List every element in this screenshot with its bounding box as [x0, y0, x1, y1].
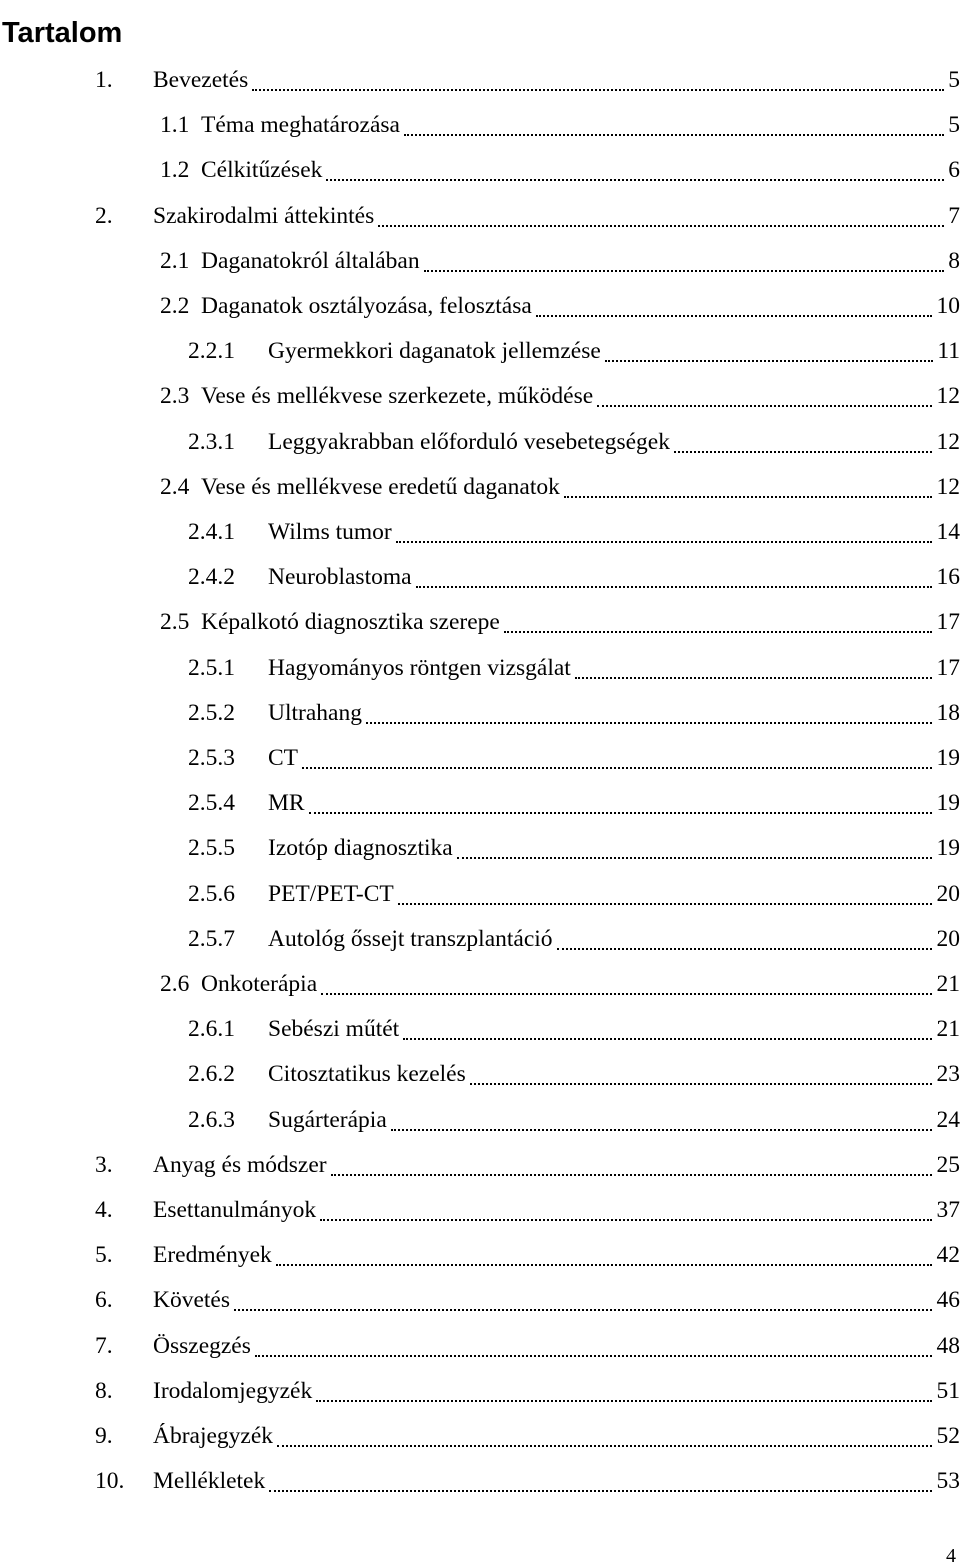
toc-entry-page: 21: [936, 1016, 960, 1043]
toc-entry-title: Neuroblastoma: [268, 564, 412, 591]
toc-entry-page: 20: [936, 925, 960, 952]
toc-entry[interactable]: [0, 646, 960, 691]
toc-entry-number: 10.: [95, 1468, 125, 1495]
toc-entry-page: 19: [936, 835, 960, 862]
toc-entry-number: 8.: [95, 1377, 113, 1404]
dot-leader: [331, 1174, 932, 1176]
toc-entry[interactable]: [0, 1143, 960, 1188]
toc-entry-number: 9.: [95, 1423, 113, 1449]
toc-entry[interactable]: [0, 1369, 960, 1414]
toc-entry-title: Mellékletek: [153, 1468, 266, 1495]
toc-entry[interactable]: [0, 872, 960, 917]
toc-entry-title: Ábrajegyzék: [153, 1423, 274, 1449]
toc-entry-page: 24: [936, 1106, 960, 1133]
toc-entry[interactable]: [0, 1052, 960, 1097]
toc-entry-page: 25: [936, 1151, 960, 1178]
toc-entry-title: Sebészi műtét: [268, 1016, 400, 1043]
toc-entry[interactable]: [0, 917, 960, 962]
toc-entry-page: 52: [936, 1423, 960, 1449]
toc-entry[interactable]: [0, 329, 960, 374]
toc-entry-title: Követés: [153, 1287, 231, 1314]
toc-entry-number: 2.4: [160, 473, 190, 500]
dot-leader: [605, 360, 933, 362]
toc-entry-page: 5: [948, 112, 960, 139]
toc-entry-number: 2.6: [160, 971, 190, 997]
dot-leader: [316, 1400, 932, 1402]
toc-entry-title: Onkoterápia: [201, 971, 318, 997]
toc-entry[interactable]: [0, 148, 960, 193]
dot-leader: [504, 631, 932, 633]
toc-entry-page: 6: [948, 157, 960, 184]
toc-entry-page: 23: [936, 1061, 960, 1088]
toc-entry-title: Leggyakrabban előforduló vesebetegségek: [268, 428, 670, 455]
toc-entry-title: Izotóp diagnosztika: [268, 835, 453, 862]
toc-entry-number: 2.5.3: [188, 745, 235, 771]
toc-entry-title: Eredmények: [153, 1242, 272, 1269]
dot-leader: [255, 1355, 932, 1357]
toc-entry-number: 2.5.6: [188, 880, 235, 907]
toc-entry-number: 2.: [95, 202, 113, 229]
toc-entry[interactable]: [0, 1414, 960, 1459]
toc-entry-title: Ultrahang: [268, 699, 362, 726]
toc-entry-number: 2.5.4: [188, 790, 235, 817]
toc-entry-page: 11: [937, 338, 960, 365]
dot-leader: [277, 1445, 932, 1447]
toc-entry-page: 10: [936, 293, 960, 319]
toc-entry[interactable]: [0, 826, 960, 871]
toc-entry-title: Autológ őssejt transzplantáció: [268, 925, 553, 952]
toc-entry-page: 20: [936, 880, 960, 907]
dot-leader: [309, 812, 932, 814]
toc-entry-number: 6.: [95, 1287, 113, 1314]
dot-leader: [404, 134, 944, 136]
dot-leader: [378, 225, 944, 227]
toc-entry-page: 18: [936, 699, 960, 726]
toc-entry[interactable]: [0, 962, 960, 1007]
toc-entry-page: 14: [936, 519, 960, 545]
dot-leader: [396, 541, 932, 543]
toc-entry[interactable]: [0, 1459, 960, 1504]
toc-entry-page: 51: [936, 1377, 960, 1404]
toc-entry-number: 2.2.1: [188, 338, 235, 365]
toc-entry[interactable]: [0, 1278, 960, 1323]
dot-leader: [575, 677, 932, 679]
toc-entry-page: 12: [936, 383, 960, 410]
dot-leader: [424, 270, 944, 272]
toc-entry[interactable]: [0, 374, 960, 419]
toc-entry[interactable]: [0, 691, 960, 736]
toc-entry-page: 21: [936, 971, 960, 997]
toc-entry-title: Esettanulmányok: [153, 1197, 317, 1223]
toc-entry-number: 2.6.3: [188, 1106, 235, 1133]
toc-entry-number: 2.5: [160, 609, 190, 636]
toc-entry-number: 1.: [95, 67, 113, 93]
toc-entry-title: Gyermekkori daganatok jellemzése: [268, 338, 601, 365]
toc-entry-number: 4.: [95, 1197, 113, 1223]
dot-leader: [564, 496, 932, 498]
dot-leader: [321, 993, 932, 995]
dot-leader: [470, 1083, 932, 1085]
toc-entry-title: Wilms tumor: [268, 519, 392, 545]
toc-entry-number: 2.6.2: [188, 1061, 235, 1088]
toc-entry-page: 17: [936, 609, 960, 636]
toc-entry-page: 17: [936, 654, 960, 681]
toc-entry[interactable]: [0, 1188, 960, 1233]
dot-leader: [252, 89, 944, 91]
toc-entry[interactable]: [0, 1098, 960, 1143]
toc-entry[interactable]: [0, 239, 960, 284]
toc-entry-title: Citosztatikus kezelés: [268, 1061, 466, 1088]
toc-entry[interactable]: [0, 194, 960, 239]
toc-entry-number: 2.2: [160, 293, 190, 319]
toc-entry-page: 12: [936, 428, 960, 455]
dot-leader: [398, 903, 932, 905]
toc-entry-number: 2.4.1: [188, 519, 235, 545]
toc-entry-title: Összegzés: [153, 1332, 251, 1359]
dot-leader: [597, 405, 932, 407]
toc-entry-page: 16: [936, 564, 960, 591]
toc-entry-title: Bevezetés: [153, 67, 249, 93]
dot-leader: [557, 948, 932, 950]
toc-entry[interactable]: [0, 420, 960, 465]
toc-entry-number: 2.1: [160, 247, 190, 274]
toc-entry-title: Vese és mellékvese eredetű daganatok: [201, 473, 560, 500]
toc-entry-page: 19: [936, 745, 960, 771]
toc-entry-title: Sugárterápia: [268, 1106, 387, 1133]
dot-leader: [326, 179, 944, 181]
toc-entry-title: Vese és mellékvese szerkezete, működése: [201, 383, 594, 410]
toc-entry-number: 2.5.1: [188, 654, 235, 681]
toc-entry-number: 5.: [95, 1242, 113, 1269]
toc-entry[interactable]: [0, 1007, 960, 1052]
toc-entry-page: 37: [936, 1197, 960, 1223]
toc-entry-page: 48: [936, 1332, 960, 1359]
dot-leader: [674, 451, 932, 453]
toc-entry[interactable]: [0, 465, 960, 510]
toc-entry-title: MR: [268, 790, 305, 817]
toc-entry-number: 2.5.2: [188, 699, 235, 726]
dot-leader: [302, 767, 932, 769]
toc-entry-title: Irodalomjegyzék: [153, 1377, 313, 1404]
dot-leader: [416, 586, 932, 588]
toc-entry-title: PET/PET-CT: [268, 880, 394, 907]
toc-entry-page: 53: [936, 1468, 960, 1495]
dot-leader: [536, 315, 932, 317]
dot-leader: [366, 722, 932, 724]
dot-leader: [276, 1264, 932, 1266]
toc-entry-page: 5: [948, 67, 960, 93]
toc-entry[interactable]: [0, 736, 960, 781]
toc-entry-title: Anyag és módszer: [153, 1151, 327, 1178]
toc-entry-number: 2.6.1: [188, 1016, 235, 1043]
toc-entry-title: Képalkotó diagnosztika szerepe: [201, 609, 500, 636]
toc-entry[interactable]: [0, 510, 960, 555]
toc-entry-number: 2.5.5: [188, 835, 235, 862]
toc-entry-page: 46: [936, 1287, 960, 1314]
toc-entry-number: 3.: [95, 1151, 113, 1178]
toc-entry[interactable]: [0, 103, 960, 148]
toc-entry-number: 2.4.2: [188, 564, 235, 591]
toc-entry-number: 2.3: [160, 383, 190, 410]
toc-entry-number: 1.1: [160, 112, 190, 139]
toc-entry-page: 42: [936, 1242, 960, 1269]
toc-entry-number: 1.2: [160, 157, 190, 184]
toc-entry[interactable]: [0, 600, 960, 645]
page-title: Tartalom: [2, 17, 123, 50]
toc-entry-page: 7: [948, 202, 960, 229]
dot-leader: [457, 857, 932, 859]
toc-entry-title: Szakirodalmi áttekintés: [153, 202, 375, 229]
toc-entry-page: 8: [948, 247, 960, 274]
toc-entry-page: 19: [936, 790, 960, 817]
toc-entry[interactable]: [0, 284, 960, 329]
toc-entry-number: 2.5.7: [188, 925, 235, 952]
toc-entry[interactable]: [0, 1233, 960, 1278]
toc-entry[interactable]: [0, 58, 960, 103]
toc-entry[interactable]: [0, 781, 960, 826]
toc-entry-page: 12: [936, 473, 960, 500]
toc-entry-number: 7.: [95, 1332, 113, 1359]
dot-leader: [320, 1219, 932, 1221]
toc-entry-title: Daganatokról általában: [201, 247, 420, 274]
dot-leader: [391, 1129, 932, 1131]
toc-entry-title: Célkitűzések: [201, 157, 323, 184]
toc-entry[interactable]: [0, 555, 960, 600]
toc-entry-number: 2.3.1: [188, 428, 235, 455]
dot-leader: [403, 1038, 932, 1040]
toc-entry-title: CT: [268, 745, 299, 771]
dot-leader: [234, 1309, 932, 1311]
toc-entry-title: Hagyományos röntgen vizsgálat: [268, 654, 571, 681]
toc-entry-title: Téma meghatározása: [201, 112, 400, 139]
toc-entry[interactable]: [0, 1324, 960, 1369]
page-number: 4: [946, 1545, 956, 1567]
toc-entry-title: Daganatok osztályozása, felosztása: [201, 293, 532, 319]
dot-leader: [269, 1490, 932, 1492]
